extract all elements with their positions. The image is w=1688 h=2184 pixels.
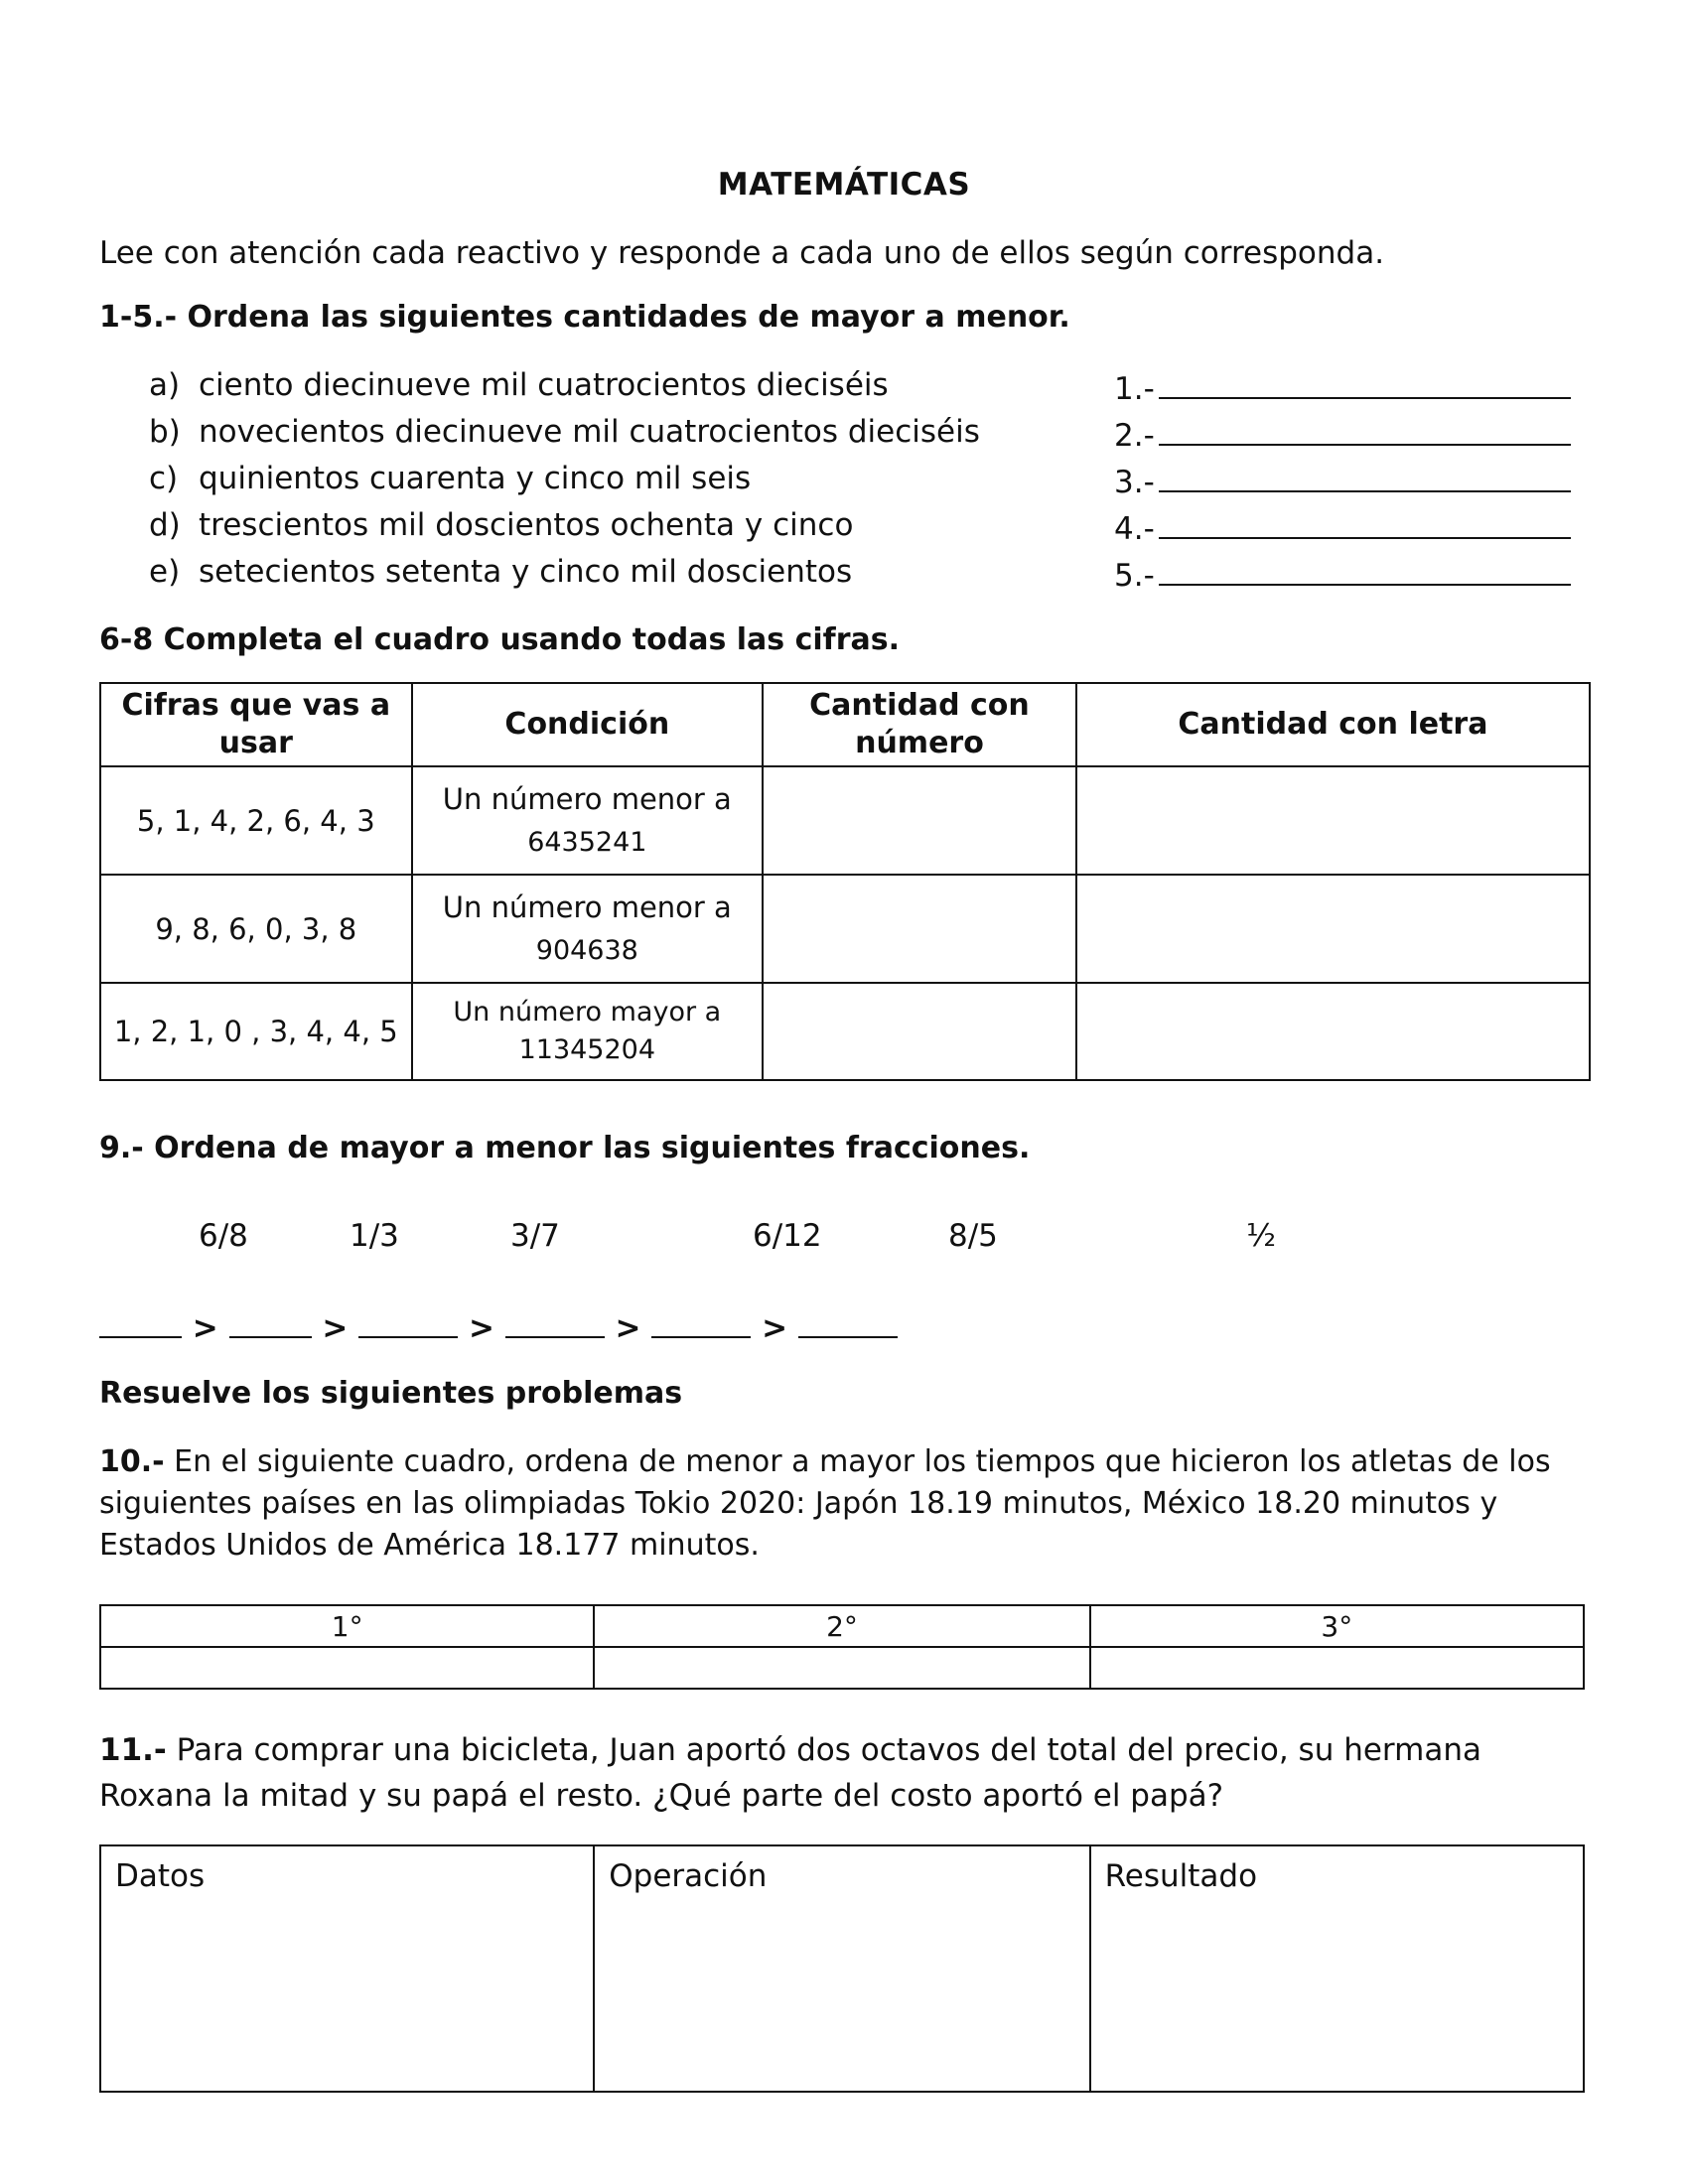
table-row: [100, 1845, 1584, 2092]
column-header: Cantidad con letra: [1076, 683, 1590, 766]
answer-line[interactable]: [1114, 461, 1571, 500]
answer-blank[interactable]: [99, 1306, 182, 1338]
problem-11: [99, 1727, 1599, 1819]
column-header: 2°: [594, 1605, 1089, 1647]
column-header: 3°: [1090, 1605, 1584, 1647]
answer-number: 4.-: [1114, 511, 1155, 547]
greater-than-sign: >: [468, 1310, 494, 1346]
answer-blank[interactable]: [1159, 507, 1571, 539]
fraction-label: 6/12: [753, 1218, 822, 1254]
item-text: quinientos cuarenta y cinco mil seis: [199, 461, 752, 496]
column-header: [763, 683, 1076, 766]
page-title: MATEMÁTICAS: [717, 167, 971, 203]
item-text: trescientos mil doscientos ochenta y cinco: [199, 507, 854, 543]
answer-blank[interactable]: [358, 1306, 458, 1338]
column-header: 1°: [100, 1605, 594, 1647]
fraction-label: 3/7: [510, 1218, 560, 1254]
section-3-heading: 9.- Ordena de mayor a menor las siguientes fracciones.: [99, 1131, 1031, 1165]
answer-line[interactable]: [1114, 507, 1571, 547]
answer-number: 2.-: [1114, 418, 1155, 454]
problem-number: 10.-: [99, 1444, 165, 1479]
section-1-heading: 1-5.- Ordena las siguientes cantidades de mayor a menor.: [99, 300, 1070, 335]
ranking-table: [99, 1604, 1585, 1690]
answer-blank[interactable]: [1159, 367, 1571, 399]
column-header: [100, 683, 412, 766]
digits-cell: 1, 2, 1, 0 , 3, 4, 4, 5: [100, 983, 412, 1080]
answer-blank[interactable]: [1159, 461, 1571, 492]
item-letter: e): [149, 554, 181, 590]
fraction-label: 8/5: [948, 1218, 998, 1254]
answer-blank[interactable]: [651, 1306, 751, 1338]
condition-number: 11345204: [518, 1034, 656, 1065]
answer-cell[interactable]: [594, 1647, 1089, 1689]
condition-cell: [412, 983, 764, 1080]
table-row: [100, 875, 1590, 983]
cell-label: Operación: [609, 1858, 768, 1894]
table-row: [100, 1647, 1584, 1689]
header-label: Cantidad con número: [809, 688, 1030, 760]
problem-text: En el siguiente cuadro, ordena de menor a mayor los tiempos que hicieron los atletas de los siguientes países en las olimpiadas Tokio 2020: Japón 18.19 minutos, México 18.20 minutos y Estados Unidos de América 18.177 minutos.: [99, 1444, 1551, 1563]
answer-blank[interactable]: [798, 1306, 898, 1338]
answer-number: 5.-: [1114, 558, 1155, 594]
answer-cell[interactable]: [100, 1647, 594, 1689]
number-answer-cell[interactable]: [763, 983, 1076, 1080]
answer-blank[interactable]: [1159, 554, 1571, 586]
result-cell[interactable]: [1090, 1845, 1584, 2092]
data-cell[interactable]: [100, 1845, 594, 2092]
answer-cell[interactable]: [1090, 1647, 1584, 1689]
list-item: [149, 367, 889, 403]
letter-answer-cell[interactable]: [1076, 983, 1590, 1080]
greater-than-sign: >: [762, 1310, 788, 1346]
item-text: novecientos diecinueve mil cuatrocientos dieciséis: [199, 414, 980, 450]
greater-than-sign: >: [615, 1310, 641, 1346]
fraction-label: 1/3: [350, 1218, 399, 1254]
condition-cell: [412, 766, 764, 875]
list-item: [149, 507, 853, 543]
column-header: Condición: [412, 683, 764, 766]
condition-text: Un número menor a: [442, 889, 732, 924]
list-item: [149, 461, 751, 496]
item-letter: d): [149, 507, 181, 543]
work-table: [99, 1844, 1585, 2093]
item-letter: c): [149, 461, 179, 496]
greater-than-sign: >: [322, 1310, 349, 1346]
table-row: [100, 1605, 1584, 1647]
item-text: ciento diecinueve mil cuatrocientos dieciséis: [199, 367, 889, 403]
answer-number: 3.-: [1114, 465, 1155, 500]
operation-cell[interactable]: [594, 1845, 1089, 2092]
digits-cell: 9, 8, 6, 0, 3, 8: [100, 875, 412, 983]
cell-label: Resultado: [1104, 1858, 1258, 1894]
condition-text: Un número menor a: [442, 781, 732, 816]
cell-label: Datos: [115, 1858, 206, 1894]
item-letter: b): [149, 414, 181, 450]
answer-line[interactable]: [1114, 367, 1571, 407]
greater-than-sign: >: [192, 1310, 218, 1346]
header-label: Cifras que vas a usar: [121, 688, 391, 760]
letter-answer-cell[interactable]: [1076, 766, 1590, 875]
instructions: Lee con atención cada reactivo y responde a cada uno de ellos según corresponda.: [99, 235, 1385, 271]
list-item: [149, 554, 852, 590]
answer-line[interactable]: [1114, 414, 1571, 454]
digits-cell: 5, 1, 4, 2, 6, 4, 3: [100, 766, 412, 875]
condition-number: 6435241: [527, 826, 647, 858]
answer-blank[interactable]: [229, 1306, 312, 1338]
letter-answer-cell[interactable]: [1076, 875, 1590, 983]
section-4-heading: Resuelve los siguientes problemas: [99, 1376, 683, 1411]
fraction-label: 6/8: [199, 1218, 248, 1254]
condition-number: 904638: [535, 934, 638, 966]
answer-number: 1.-: [1114, 371, 1155, 407]
fraction-label: ½: [1246, 1218, 1277, 1254]
fraction-order-blanks: [99, 1306, 898, 1346]
problem-text: Para comprar una bicicleta, Juan aportó dos octavos del total del precio, su hermana Roxana la mitad y su papá el resto. ¿Qué parte del costo aportó el papá?: [99, 1732, 1481, 1814]
digits-table: [99, 682, 1591, 1081]
item-letter: a): [149, 367, 181, 403]
answer-blank[interactable]: [1159, 414, 1571, 446]
condition-cell: [412, 875, 764, 983]
table-row: [100, 983, 1590, 1080]
problem-10: [99, 1441, 1589, 1567]
table-row: [100, 766, 1590, 875]
item-text: setecientos setenta y cinco mil doscientos: [199, 554, 853, 590]
list-item: [149, 414, 980, 450]
number-answer-cell[interactable]: [763, 875, 1076, 983]
section-2-heading: 6-8 Completa el cuadro usando todas las cifras.: [99, 622, 901, 657]
condition-text: Un número mayor a: [453, 997, 722, 1027]
answer-blank[interactable]: [505, 1306, 605, 1338]
problem-number: 11.-: [99, 1732, 167, 1768]
answer-line[interactable]: [1114, 554, 1571, 594]
number-answer-cell[interactable]: [763, 766, 1076, 875]
